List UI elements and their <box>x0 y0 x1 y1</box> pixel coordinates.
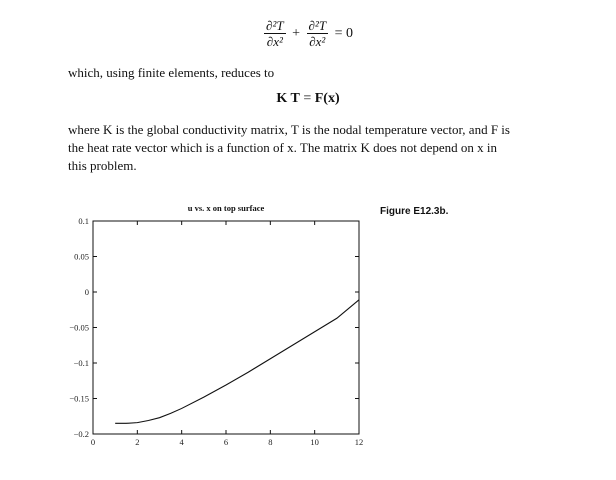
term1-denominator: ∂x² <box>266 34 283 49</box>
figure-caption: Figure E12.3b. <box>380 206 449 217</box>
description-line-2: the heat rate vector which is a function of x. The matrix K does not depend on x in <box>68 140 497 155</box>
x-tick-label: 0 <box>90 437 96 447</box>
fem-equation-equals: = <box>303 91 312 106</box>
x-tick-label: 12 <box>354 437 364 447</box>
y-tick-label: −0.2 <box>73 429 89 439</box>
y-tick-label: −0.15 <box>69 393 89 404</box>
intro-sentence: which, using finite elements, reduces to <box>68 65 275 80</box>
x-tick-label: 10 <box>310 437 319 447</box>
term1-numerator: ∂²T <box>266 18 284 33</box>
x-tick-label: 4 <box>179 437 184 447</box>
plus-sign: + <box>292 25 300 41</box>
term2-numerator: ∂²T <box>308 18 327 33</box>
y-tick-label: −0.1 <box>73 358 89 368</box>
y-axis <box>69 216 359 439</box>
y-tick-label: 0 <box>84 287 89 297</box>
series-line-u <box>115 300 359 424</box>
y-tick-label: 0.05 <box>74 251 89 262</box>
fem-equation-rhs: F(x) <box>314 91 340 106</box>
fem-equation-lhs: K T <box>276 91 300 106</box>
y-tick-label: 0.1 <box>78 216 89 226</box>
term2-denominator: ∂x² <box>309 34 326 49</box>
chart-title: u vs. x on top surface <box>187 203 265 213</box>
x-tick-label: 8 <box>268 437 273 447</box>
y-tick-label: −0.05 <box>69 322 89 333</box>
x-tick-label: 6 <box>223 437 229 447</box>
x-axis <box>91 221 363 447</box>
equation-rhs: = 0 <box>334 25 353 41</box>
description-line-1: where K is the global conductivity matrix, T is the nodal temperature vector, and F is <box>68 122 510 137</box>
plot-frame <box>93 221 359 434</box>
x-tick-label: 2 <box>135 437 140 447</box>
description-line-3: this problem. <box>68 158 137 173</box>
